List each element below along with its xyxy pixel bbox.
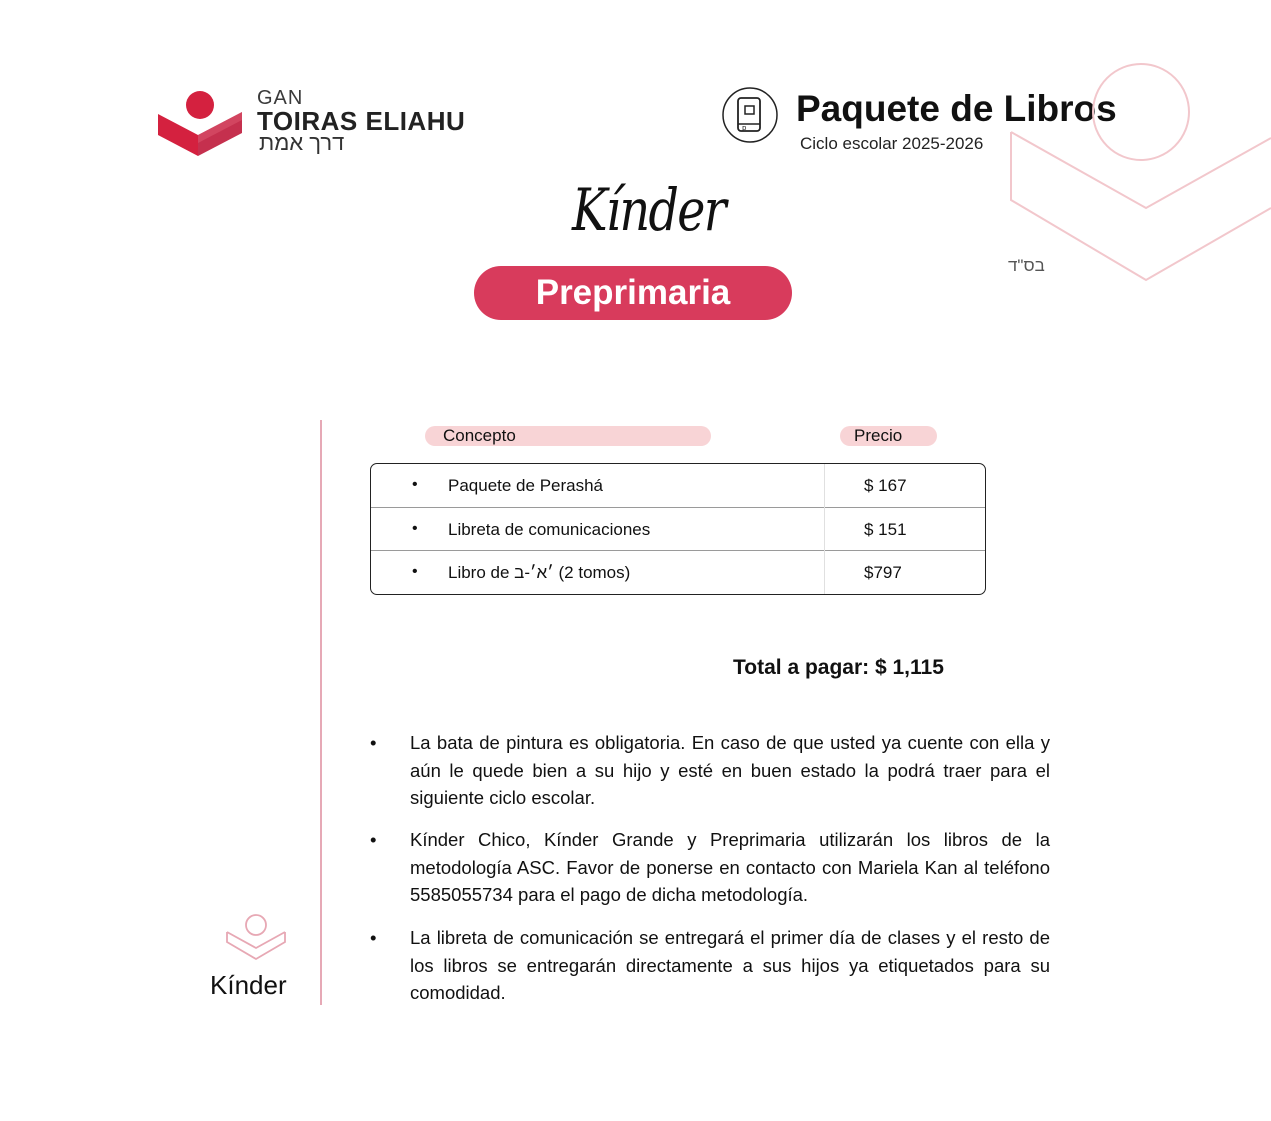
side-divider — [320, 420, 322, 1005]
grade-badge: Preprimaria — [474, 266, 792, 320]
svg-text:p: p — [742, 124, 747, 132]
document-title: Paquete de Libros — [796, 88, 1117, 129]
column-divider — [824, 464, 825, 594]
brand-hebrew: דרך אמת — [259, 130, 345, 155]
table-row — [371, 464, 985, 507]
note-item — [370, 924, 1050, 1007]
row-bullet: • — [412, 563, 418, 580]
row-concept: Libreta de comunicaciones — [448, 520, 651, 539]
brand-name: TOIRAS ELIAHU — [257, 106, 466, 136]
note-item — [370, 826, 1050, 909]
logo-mark-icon — [158, 88, 242, 158]
decorative-shape — [1005, 60, 1271, 285]
side-logo-icon — [224, 912, 288, 962]
row-concept: Libro de ׳א׳-ב (2 tomos) — [448, 563, 631, 582]
school-year: Ciclo escolar 2025-2026 — [800, 134, 984, 153]
kinder-script-title: Kínder — [572, 176, 725, 244]
brand-gan: GAN — [257, 87, 304, 109]
note-bullet: • — [370, 732, 377, 753]
note-text: Kínder Chico, Kínder Grande y Preprimaria utilizarán los libros de la metodología ASC. Favor de ponerse en contacto con Mariela Kan al teléfono 5585055734 para el pago de dicha metodología. — [410, 829, 1050, 905]
header-price: Precio — [840, 426, 937, 446]
bsd-mark: בס"ד — [1008, 256, 1045, 275]
note-bullet: • — [370, 829, 377, 850]
note-bullet: • — [370, 927, 377, 948]
table-row — [371, 507, 985, 551]
header-concept: Concepto — [425, 426, 711, 446]
row-bullet: • — [412, 520, 418, 537]
price-table — [370, 463, 986, 595]
side-label: Kínder — [210, 970, 287, 1000]
row-bullet: • — [412, 476, 418, 493]
note-item — [370, 729, 1050, 812]
row-price: $ 151 — [864, 520, 907, 539]
table-row — [371, 550, 985, 594]
total-amount: Total a pagar: $ 1,115 — [733, 656, 944, 679]
note-text: La bata de pintura es obligatoria. En caso de que usted ya cuente con ella y aún le quede bien a su hijo y esté en buen estado la podrá traer para el siguiente ciclo escolar. — [410, 732, 1050, 808]
row-price: $797 — [864, 563, 902, 582]
row-concept: Paquete de Perashá — [448, 476, 604, 495]
row-price: $ 167 — [864, 476, 907, 495]
book-icon — [722, 87, 778, 143]
note-text: La libreta de comunicación se entregará el primer día de clases y el resto de los libros se entregarán directamente a sus hijos ya etiquetados para su comodidad. — [410, 927, 1050, 1003]
